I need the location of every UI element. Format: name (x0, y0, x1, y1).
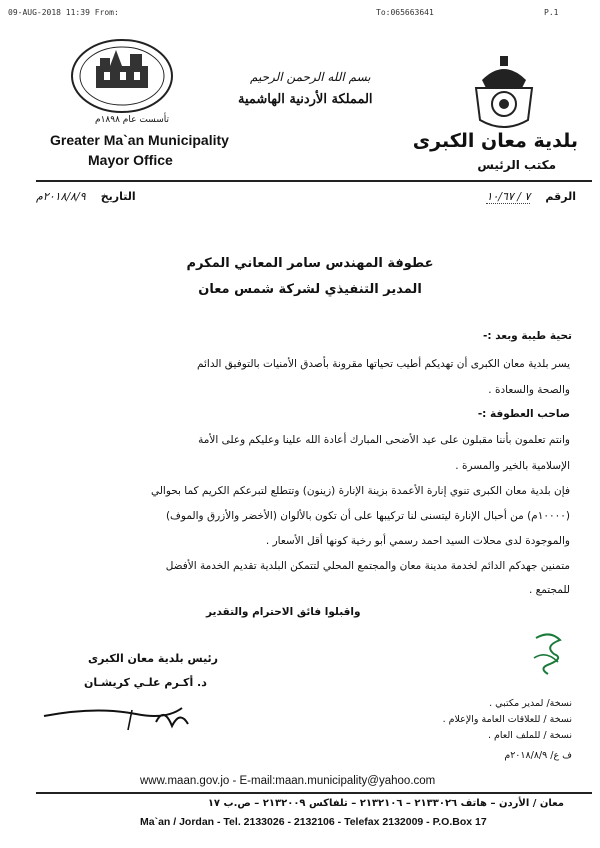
paragraph-2-line-2: الإسلامية بالخير والمسرة . (455, 460, 570, 472)
copy-to-general-file: نسخة / للملف العام . (487, 730, 572, 741)
footer-web-email: www.maan.gov.jo - E-mail:maan.municipality@yahoo.com (140, 775, 436, 787)
municipality-name-ar: بلدية معان الكبرى (412, 130, 578, 152)
paragraph-3-line-2: (١٠٠٠٠م) من أحبال الإنارة ليتسنى لنا تركيبها على أن تكون بالألوان (الأخضر والأزرق والموف) (165, 510, 570, 522)
salutation: صاحب العطوفة :- (477, 408, 570, 420)
footer-divider (36, 792, 592, 794)
municipality-name-en: Greater Ma`an Municipality (50, 132, 229, 148)
kingdom-name-ar: المملكة الأردنية الهاشمية (238, 92, 373, 107)
copy-to-public-relations: نسخة / للعلاقات العامة والإعلام . (442, 714, 572, 725)
letter-reference-number (486, 190, 576, 203)
date-label: التاريخ (100, 190, 136, 203)
greeting: تحية طيبة وبعد :- (483, 330, 572, 342)
paragraph-1-line-2: والصحة والسعادة . (488, 384, 570, 396)
typist-initials-date: ف ع/ ٢٠١٨/٨/٩م (504, 750, 572, 761)
paragraph-2-line-1: وانتم تعلمون بأننا مقبلون على عيد الأضحى المبارك أعادة الله علينا وعليكم وعلى الأمة (198, 434, 570, 446)
paragraph-4-line-2: للمجتمع . (528, 584, 570, 596)
letter-date (36, 190, 136, 203)
paragraph-4-line-1: متمنين جهدكم الدائم لخدمة مدينة معان والمجتمع المحلي لتتمكن البلدية تقديم الخدمة الأفضل (165, 560, 570, 572)
paragraph-1-line-1: يسر بلدية معان الكبرى أن تهديكم أطيب تحياتها مقرونة بأصدق الأمنيات بالتوفيق الدائم (197, 358, 570, 370)
established-year: تأسست عام ١٨٩٨م (95, 115, 169, 125)
signatory-title: رئيس بلدية معان الكبرى (88, 652, 219, 665)
fax-page-number: P.1 (544, 8, 559, 17)
paragraph-3-line-1: فإن بلدية معان الكبرى تنوي إنارة الأعمدة بزينة الإنارة (زينون) وتتطلع لتبرعكم الكريم كما بحوالي (150, 485, 570, 497)
royal-crown-emblem-icon (464, 54, 544, 132)
mayor-office-en: Mayor Office (88, 152, 173, 168)
copy-to-office-manager: نسخة/ لمدير مكتبي . (489, 698, 572, 709)
footer-address-en: Ma`an / Jordan - Tel. 2133026 - 2132106 - Telefax 2132009 - P.O.Box 17 (140, 816, 487, 828)
recipient-name: عطوفة المهندس سامر المعاني المكرم (186, 256, 434, 271)
fax-to-number: To:065663641 (376, 8, 434, 17)
basmala: بسم الله الرحمن الرحيم (250, 70, 371, 84)
date-value: ٢٠١٨/٨/٩م (36, 190, 86, 203)
header-divider (36, 180, 592, 182)
paragraph-3-line-3: والموجودة لدى محلات السيد احمد رسمي أبو رخية كونها أقل الأسعار . (265, 535, 570, 547)
signatory-name: د. أكـرم علـي كريشـان (84, 676, 207, 689)
closing-phrase: واقبلوا فائق الاحترام والتقدير (206, 606, 361, 618)
footer-address-ar: معان / الأردن – هاتف ٢١٣٣٠٢٦ – ٢١٣٢١٠٦ – تلفاكس ٢١٣٢٠٠٩ – ص.ب ١٧ (207, 798, 564, 809)
fax-date-from: 09-AUG-2018 11:39 From: (8, 8, 119, 17)
handwritten-signature-icon (36, 696, 206, 732)
number-value: ٧ / ١٠/٦٧ (486, 190, 531, 203)
handwritten-initials-icon (530, 628, 570, 678)
mayor-office-ar: مكتب الرئيس (477, 158, 556, 172)
number-label: الرقم (545, 190, 576, 203)
recipient-title: المدير التنفيذي لشركة شمس معان (198, 282, 422, 297)
municipality-seal-icon (66, 36, 178, 114)
